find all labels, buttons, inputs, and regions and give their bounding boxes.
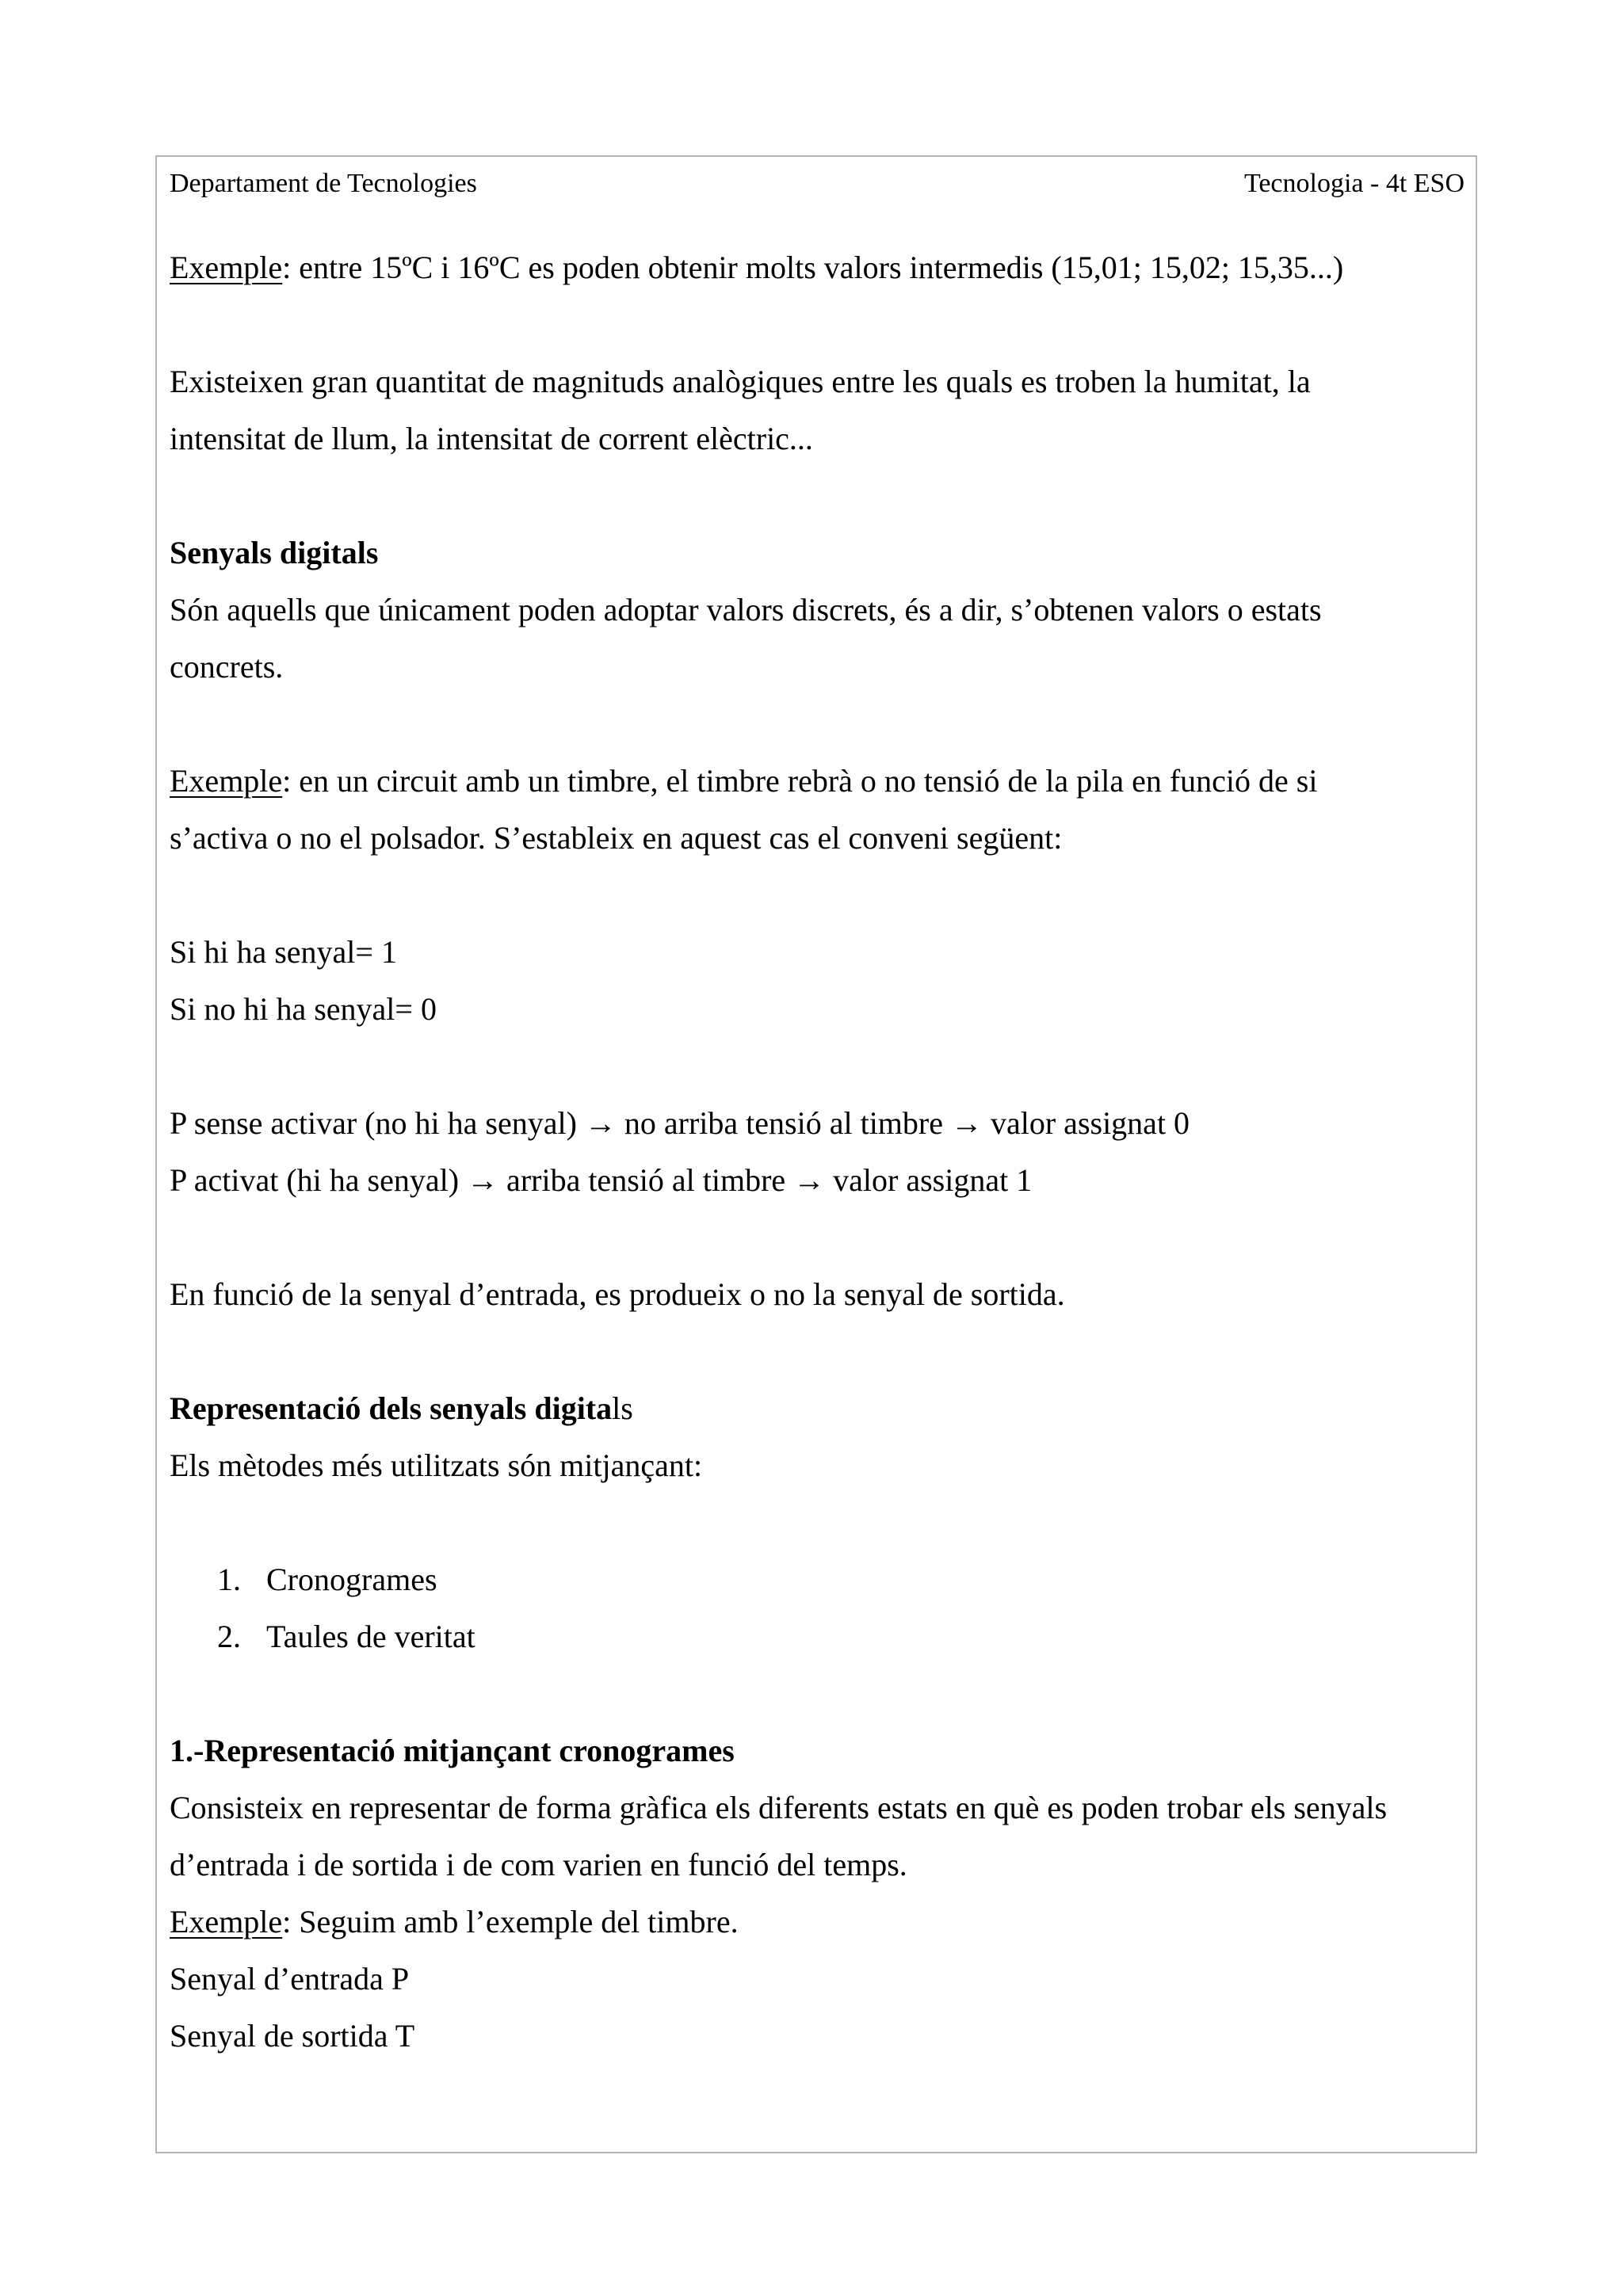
chronograms-example-text: : Seguim amb l’exemple del timbre. <box>282 1904 739 1939</box>
analog-magnitudes-line2: intensitat de llum, la intensitat de corrent elèctric... <box>170 421 813 456</box>
header-course: Tecnologia - 4t ESO <box>1243 169 1465 198</box>
list-item <box>170 1608 1444 1665</box>
input-output-sentence: En funció de la senyal d’entrada, es produeix o no la senyal de sortida. <box>170 1276 1065 1312</box>
page-header <box>170 168 1465 200</box>
list-number: 1. <box>217 1562 241 1597</box>
spacer <box>170 1323 1444 1380</box>
spacer <box>170 867 1444 924</box>
list-item-label: Cronogrames <box>266 1562 437 1597</box>
list-item-label: Taules de veritat <box>266 1619 475 1654</box>
chronograms-definition-line1: Consisteix en representar de forma gràfica els diferents estats en què es poden trobar els senyals <box>170 1790 1388 1825</box>
digital-example-line1 <box>170 753 1444 810</box>
example-label: Exemple <box>170 250 283 285</box>
output-signal-label: Senyal de sortida T <box>170 2018 415 2054</box>
spacer <box>170 296 1444 353</box>
spacer <box>170 1494 1444 1551</box>
spacer <box>170 1038 1444 1095</box>
digital-example-text: : en un circuit amb un timbre, el timbre rebrà o no tensió de la pila en funció de si <box>282 763 1318 799</box>
spacer <box>170 696 1444 753</box>
state-not-activated: P sense activar (no hi ha senyal) → no arriba tensió al timbre → valor assignat 0 <box>170 1105 1190 1141</box>
methods-intro: Els mètodes més utilitzats són mitjançant: <box>170 1447 703 1483</box>
spacer <box>170 1209 1444 1266</box>
digital-example-line2: s’activa o no el polsador. S’estableix en aquest cas el conveni següent: <box>170 820 1063 856</box>
convention-signal-1: Si hi ha senyal= 1 <box>170 934 397 970</box>
list-item <box>170 1551 1444 1608</box>
spacer <box>170 467 1444 524</box>
example-label: Exemple <box>170 763 283 799</box>
input-signal-label: Senyal d’entrada P <box>170 1961 410 1997</box>
heading-representation <box>170 1380 1444 1437</box>
list-number: 2. <box>217 1619 241 1654</box>
analog-example <box>170 239 1444 296</box>
state-activated: P activat (hi ha senyal) → arriba tensió al timbre → valor assignat 1 <box>170 1162 1033 1198</box>
analog-magnitudes-line1: Existeixen gran quantitat de magnituds analògiques entre les quals es troben la humitat, la <box>170 364 1311 399</box>
digital-definition-line2: concrets. <box>170 649 284 685</box>
digital-definition-line1: Són aquells que únicament poden adoptar valors discrets, és a dir, s’obtenen valors o estats <box>170 592 1322 627</box>
chronograms-example <box>170 1894 1444 1951</box>
heading-representation-bold: Representació dels senyals digita <box>170 1390 613 1426</box>
chronograms-definition-line2: d’entrada i de sortida i de com varien en funció del temps. <box>170 1847 907 1882</box>
convention-signal-0: Si no hi ha senyal= 0 <box>170 991 437 1027</box>
analog-example-text: : entre 15ºC i 16ºC es poden obtenir molts valors intermedis (15,01; 15,02; 15,35...) <box>282 250 1344 285</box>
spacer <box>170 1665 1444 1722</box>
heading-chronograms: 1.-Representació mitjançant cronogrames <box>170 1733 735 1768</box>
document-body <box>170 239 1444 2065</box>
header-department: Departament de Tecnologies <box>170 169 477 198</box>
heading-representation-tail: ls <box>612 1390 633 1426</box>
page-frame <box>155 155 1477 2153</box>
heading-digital-signals: Senyals digitals <box>170 535 379 570</box>
example-label: Exemple <box>170 1904 283 1939</box>
